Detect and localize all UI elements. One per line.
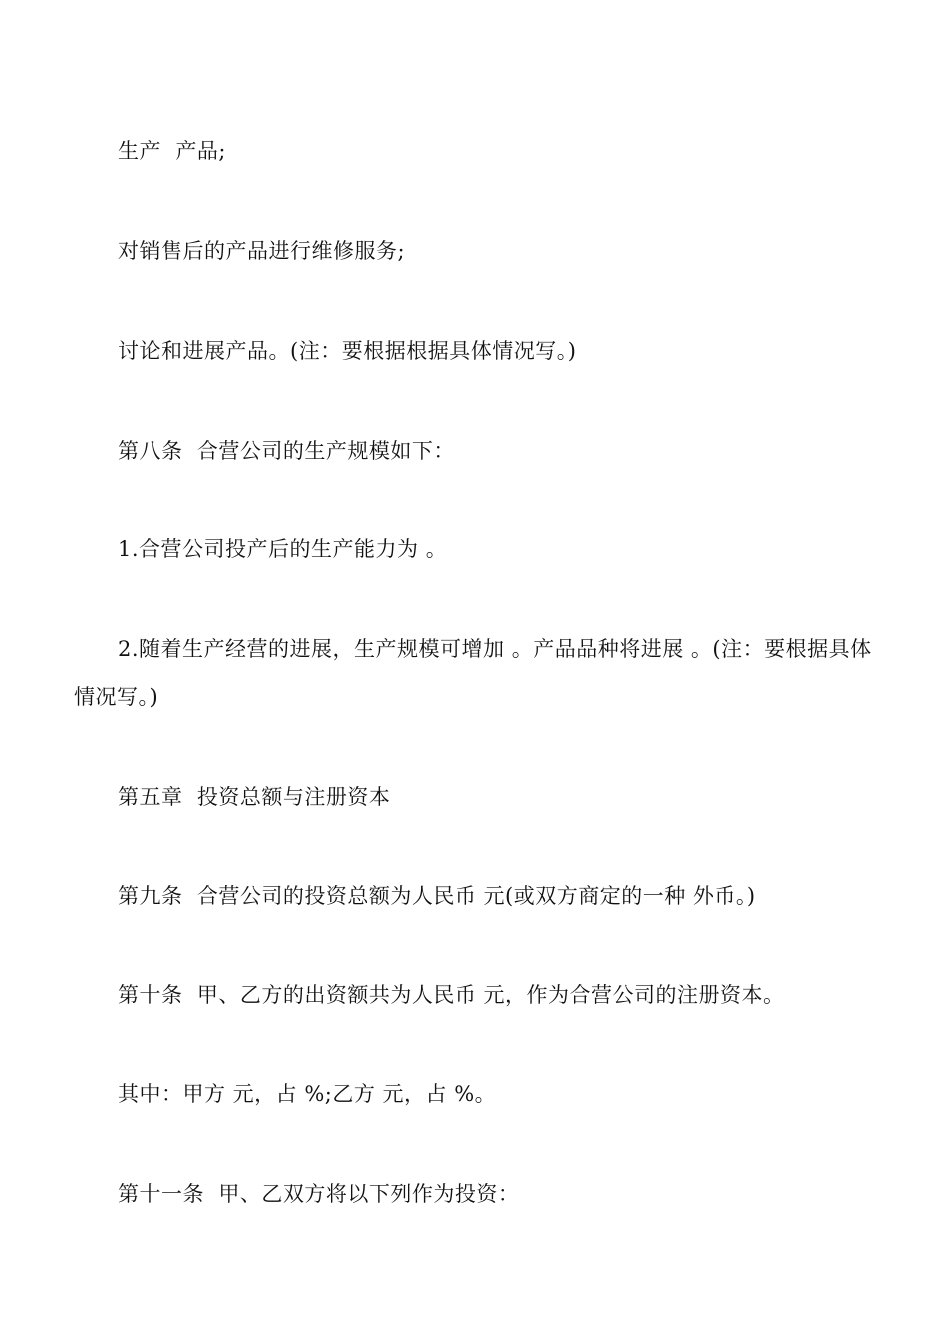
article-8-heading: 第八条 合营公司的生产规模如下：: [118, 439, 455, 463]
paragraph-research-development: 讨论和进展产品。(注：要根据根据具体情况写。): [118, 339, 577, 363]
article-11: 第十一条 甲、乙双方将以下列作为投资：: [118, 1182, 520, 1206]
capital-shares: 其中：甲方 元，占 %;乙方 元，占 %。: [118, 1082, 497, 1106]
article-8-item-2: 2.随着生产经营的进展，生产规模可增加 。产品品种将进展 。(注：要根据具体情况写。): [74, 637, 872, 709]
article-8-item-1: 1.合营公司投产后的生产能力为 。: [118, 537, 448, 561]
article-10: 第十条 甲、乙方的出资额共为人民币 元，作为合营公司的注册资本。: [118, 983, 785, 1007]
article-9: 第九条 合营公司的投资总额为人民币 元(或双方商定的一种 外币。): [118, 884, 756, 908]
chapter-5-heading: 第五章 投资总额与注册资本: [118, 785, 391, 809]
paragraph-repair-service: 对销售后的产品进行维修服务;: [118, 239, 406, 263]
paragraph-product-production: 生产 产品;: [118, 139, 226, 163]
